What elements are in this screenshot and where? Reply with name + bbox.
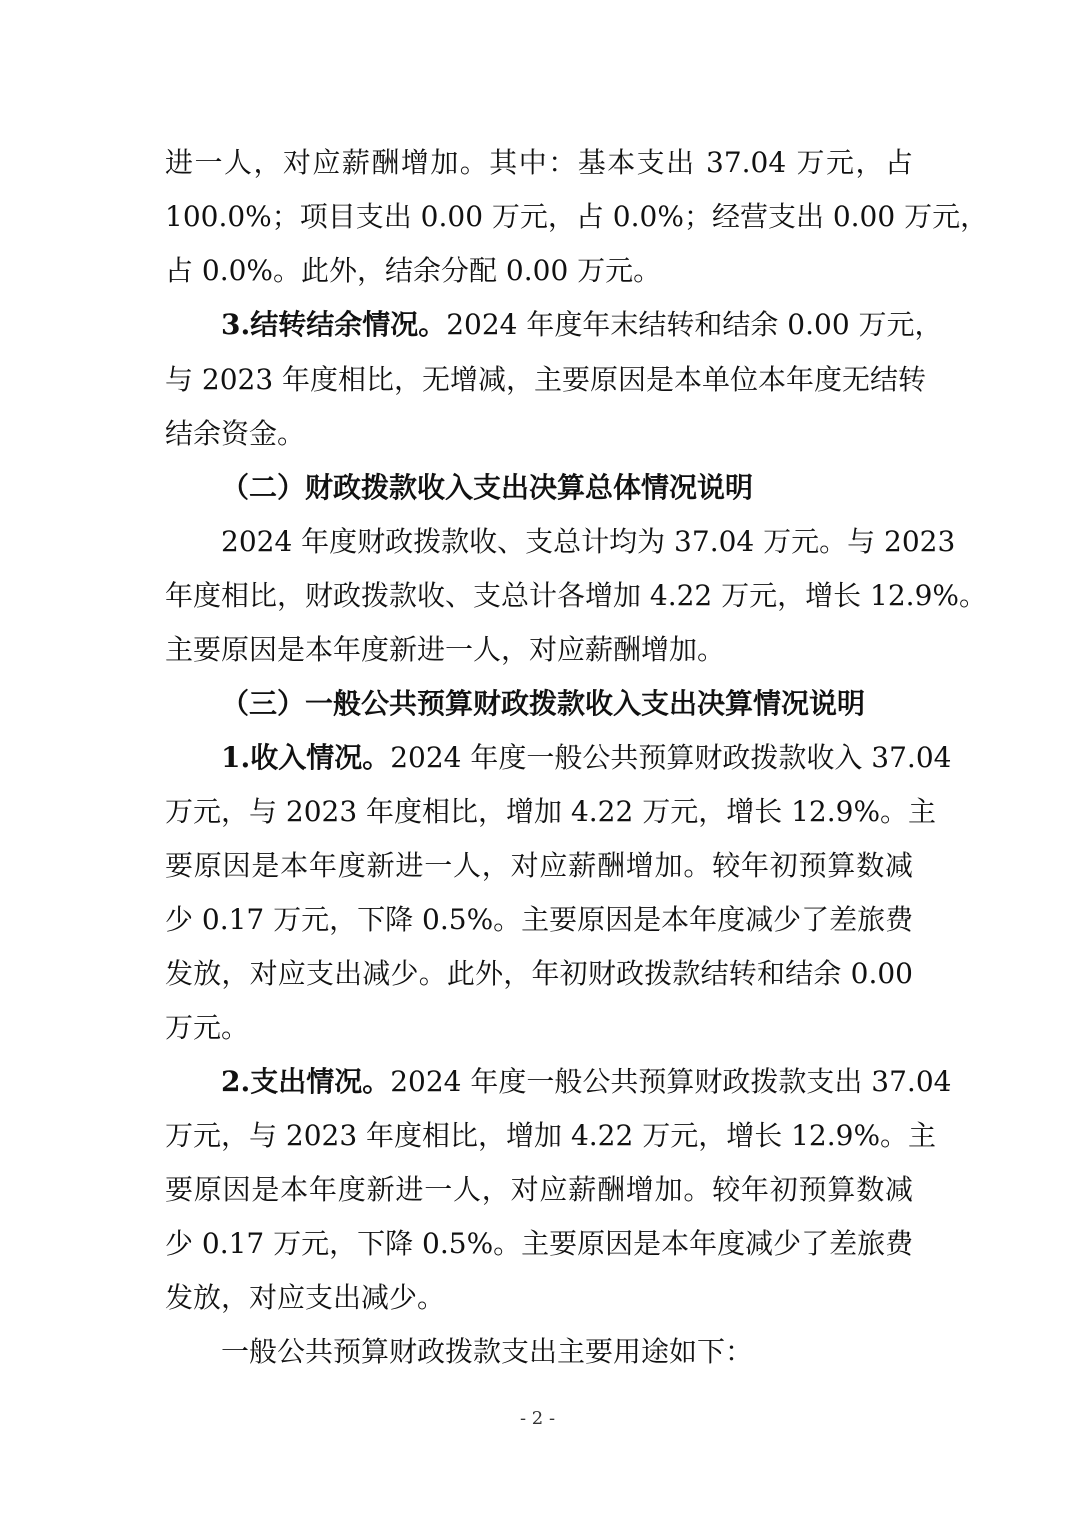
body-text-line: 万元，与 2023 年度相比，增加 4.22 万元，增长 12.9%。主 bbox=[165, 1119, 937, 1152]
income-text: 2024 年度一般公共预算财政拨款收入 37.04 bbox=[390, 741, 952, 774]
body-text-line: 发放，对应支出减少。此外，年初财政拨款结转和结余 0.00 bbox=[165, 957, 913, 990]
body-text-line: 年度相比，财政拨款收、支总计各增加 4.22 万元，增长 12.9%。 bbox=[165, 579, 987, 612]
body-text-line: 少 0.17 万元，下降 0.5%。主要原因是本年度减少了差旅费 bbox=[165, 903, 914, 936]
body-text-line: 与 2023 年度相比，无增减，主要原因是本单位本年度无结转 bbox=[165, 363, 927, 396]
uses-intro-text: 一般公共预算财政拨款支出主要用途如下： bbox=[221, 1335, 754, 1368]
body-text-line: 要原因是本年度新进一人，对应薪酬增加。较年初预算数减 bbox=[165, 1173, 913, 1206]
carryover-label: 3.结转结余情况。 bbox=[221, 308, 447, 341]
income-label: 1.收入情况。 bbox=[221, 741, 391, 774]
body-text-line: 100.0%；项目支出 0.00 万元，占 0.0%；经营支出 0.00 万元， bbox=[165, 200, 989, 233]
expense-text: 2024 年度一般公共预算财政拨款支出 37.04 bbox=[390, 1065, 952, 1098]
section-heading-fiscal-overview: （二）财政拨款收入支出决算总体情况说明 bbox=[221, 471, 754, 504]
body-text-line: 2024 年度财政拨款收、支总计均为 37.04 万元。与 2023 bbox=[221, 525, 956, 558]
expense-paragraph-line bbox=[221, 1062, 952, 1102]
section-heading-general-budget: （三）一般公共预算财政拨款收入支出决算情况说明 bbox=[221, 687, 866, 720]
body-text-line: 发放，对应支出减少。 bbox=[165, 1281, 446, 1314]
income-paragraph-line bbox=[221, 738, 952, 778]
page-number: - 2 - bbox=[519, 1408, 556, 1429]
body-text-line: 占 0.0%。此外，结余分配 0.00 万元。 bbox=[165, 254, 662, 287]
carryover-paragraph-line bbox=[221, 305, 943, 345]
expense-label: 2.支出情况。 bbox=[221, 1065, 391, 1098]
carryover-text: 2024 年度年末结转和结余 0.00 万元， bbox=[446, 308, 943, 341]
body-text-line: 万元，与 2023 年度相比，增加 4.22 万元，增长 12.9%。主 bbox=[165, 795, 937, 828]
body-text-line: 少 0.17 万元，下降 0.5%。主要原因是本年度减少了差旅费 bbox=[165, 1227, 914, 1260]
body-text-line: 进一人，对应薪酬增加。其中：基本支出 37.04 万元，占 bbox=[165, 146, 913, 179]
body-text-line: 要原因是本年度新进一人，对应薪酬增加。较年初预算数减 bbox=[165, 849, 913, 882]
body-text-line: 万元。 bbox=[165, 1011, 250, 1044]
body-text-line: 结余资金。 bbox=[165, 417, 306, 450]
body-text-line: 主要原因是本年度新进一人，对应薪酬增加。 bbox=[165, 633, 726, 666]
